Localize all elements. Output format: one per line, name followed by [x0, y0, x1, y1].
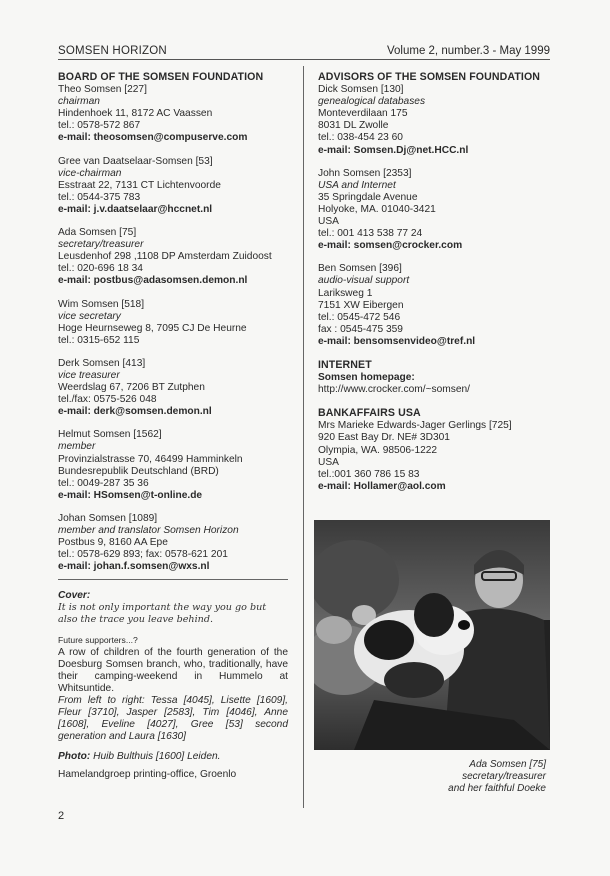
member-country: Bundesrepublik Deutschland (BRD) — [58, 465, 219, 477]
photo-label: Photo: — [58, 751, 91, 763]
member-phone: tel.: 0315-652 115 — [58, 334, 140, 346]
member-name: Helmut Somsen [1562] — [58, 429, 162, 441]
supporters-caption: Future supporters...? — [58, 635, 138, 646]
board-title: BOARD OF THE SOMSEN FOUNDATION — [58, 71, 264, 83]
advisor-phone: tel.: 038-454 23 60 — [318, 132, 403, 144]
member-name: Wim Somsen [518] — [58, 298, 145, 310]
advisor-city: 8031 DL Zwolle — [318, 120, 389, 132]
column-divider — [303, 66, 304, 808]
homepage-url[interactable]: http://www.crocker.com/~somsen/ — [318, 384, 471, 396]
member-phone: tel.: 0578-572 867 — [58, 120, 141, 132]
board-member — [58, 156, 288, 216]
member-role: member — [58, 441, 96, 453]
photo-illustration — [314, 520, 550, 750]
member-email: e-mail: theosomsen@compuserve.com — [58, 132, 248, 144]
board-member — [58, 84, 288, 144]
publication-name: SOMSEN HORIZON — [58, 45, 167, 57]
member-phone: tel.: 0544-375 783 — [58, 191, 141, 203]
board-member — [58, 513, 288, 573]
cover-names: From left to right: Tessa [4045], Lisette [1609], Fleur [3710], Jasper [2583], Tim [4046], Anne [1608], Eveline [4027], Gree [53] second generation and Laura [1630] — [58, 694, 288, 743]
bank-street: 920 East Bay Dr. NE# 3D301 — [318, 432, 450, 444]
advisor-name: Dick Somsen [130] — [318, 84, 404, 96]
page-header — [58, 40, 550, 60]
advisor — [318, 168, 550, 253]
right-column — [318, 71, 550, 504]
member-phone: tel./fax: 0575-526 048 — [58, 394, 157, 406]
advisor-street: Lariksweg 1 — [318, 287, 373, 299]
advisor — [318, 263, 550, 348]
advisor-street: Monteverdilaan 175 — [318, 108, 408, 120]
bank-city: Olympia, WA. 98506-1222 — [318, 444, 438, 456]
member-email: e-mail: derk@somsen.demon.nl — [58, 406, 212, 418]
board-member — [58, 429, 288, 502]
advisor-role: genealogical databases — [318, 96, 426, 108]
bank-contact-name: Mrs Marieke Edwards-Jager Gerlings [725] — [318, 420, 512, 432]
member-address: Leusdenhof 298 ,1108 DP Amsterdam Zuidoost — [58, 251, 272, 263]
cover-heading: Cover: — [58, 590, 91, 602]
photo-credit-text: Huib Bulthuis [1600] Leiden. — [90, 751, 221, 763]
member-email: e-mail: postbus@adasomsen.demon.nl — [58, 275, 248, 287]
photo-ada-and-dog — [314, 520, 550, 750]
member-name: Johan Somsen [1089] — [58, 512, 158, 524]
caption-role: secretary/treasurer — [462, 771, 546, 782]
caption-name: Ada Somsen [75] — [469, 759, 546, 770]
bankaffairs-section — [318, 407, 550, 493]
member-address: Weerdslag 67, 7206 BT Zutphen — [58, 382, 205, 394]
cover-description: A row of children of the fourth generation of the Doesburg Somsen branch, who, traditionally, have their camping-weekend in Hummelo at Whitsuntide. — [58, 646, 288, 694]
member-phone: tel.: 0049-287 35 36 — [58, 477, 149, 489]
member-role: vice secretary — [58, 310, 121, 322]
page-number: 2 — [58, 810, 65, 822]
photo-credit — [58, 751, 288, 763]
member-address: Postbus 9, 8160 AA Epe — [58, 537, 168, 549]
advisor-role: USA and Internet — [318, 179, 396, 191]
caption-note: and her faithful Doeke — [448, 783, 546, 794]
issue-info: Volume 2, number.3 - May 1999 — [386, 45, 550, 57]
advisor-role: audio-visual support — [318, 275, 410, 287]
advisor-email: e-mail: somsen@crocker.com — [318, 240, 463, 252]
photo-caption — [318, 759, 546, 795]
member-phone: tel.: 020-696 18 34 — [58, 263, 143, 275]
advisors-title: ADVISORS OF THE SOMSEN FOUNDATION — [318, 71, 541, 83]
cover-quote: It is not only important the way you go but also the trace you leave behind. — [58, 602, 267, 626]
advisor-city: 7151 XW Eibergen — [318, 299, 404, 311]
member-name: Ada Somsen [75] — [58, 227, 137, 239]
member-address: Hoge Heurnseweg 8, 7095 CJ De Heurne — [58, 322, 247, 334]
internet-title: INTERNET — [318, 358, 372, 371]
advisor-email: e-mail: bensomsenvideo@tref.nl — [318, 335, 476, 347]
member-name: Theo Somsen [227] — [58, 84, 147, 96]
member-address: Provinzialstrasse 70, 46499 Hamminkeln — [58, 453, 243, 465]
member-role: chairman — [58, 96, 100, 108]
bank-country: USA — [318, 456, 339, 468]
left-column — [58, 71, 288, 782]
member-role: secretary/treasurer — [58, 239, 144, 251]
advisor-email: e-mail: Somsen.Dj@net.HCC.nl — [318, 144, 469, 156]
advisor-name: Ben Somsen [396] — [318, 263, 402, 275]
board-member — [58, 227, 288, 287]
member-phone: tel.: 0578-629 893; fax: 0578-621 201 — [58, 549, 228, 561]
internet-section — [318, 359, 550, 396]
member-address: Hindenhoek 11, 8172 AC Vaassen — [58, 108, 213, 120]
member-email: e-mail: HSomsen@t-online.de — [58, 489, 203, 501]
advisor-phone: tel.: 0545-472 546 — [318, 311, 401, 323]
board-member — [58, 299, 288, 347]
advisor-fax: fax : 0545-475 359 — [318, 323, 403, 335]
advisor-name: John Somsen [2353] — [318, 167, 412, 179]
advisor — [318, 84, 550, 157]
advisor-city: Holyoke, MA. 01040-3421 — [318, 203, 436, 215]
member-name: Gree van Daatselaar-Somsen [53] — [58, 155, 213, 167]
bankaffairs-title: BANKAFFAIRS USA — [318, 407, 421, 420]
header-rule — [58, 59, 550, 60]
advisor-street: 35 Springdale Avenue — [318, 191, 418, 203]
advisor-phone: tel.: 001 413 538 77 24 — [318, 228, 423, 240]
member-email: e-mail: j.v.daatselaar@hccnet.nl — [58, 203, 213, 215]
board-member — [58, 358, 288, 418]
bank-phone: tel.:001 360 786 15 83 — [318, 468, 420, 480]
printer-credit: Hamelandgroep printing-office, Groenlo — [58, 769, 237, 781]
member-role: vice-chairman — [58, 167, 122, 179]
homepage-label: Somsen homepage: — [318, 372, 415, 384]
member-role: vice treasurer — [58, 369, 120, 381]
section-rule — [58, 579, 288, 580]
member-address: Esstraat 22, 7131 CT Lichtenvoorde — [58, 179, 221, 191]
member-role: member and translator Somsen Horizon — [58, 525, 239, 536]
member-name: Derk Somsen [413] — [58, 357, 146, 369]
advisor-country: USA — [318, 216, 339, 228]
bank-email: e-mail: Hollamer@aol.com — [318, 480, 446, 492]
member-email: e-mail: johan.f.somsen@wxs.nl — [58, 561, 210, 573]
